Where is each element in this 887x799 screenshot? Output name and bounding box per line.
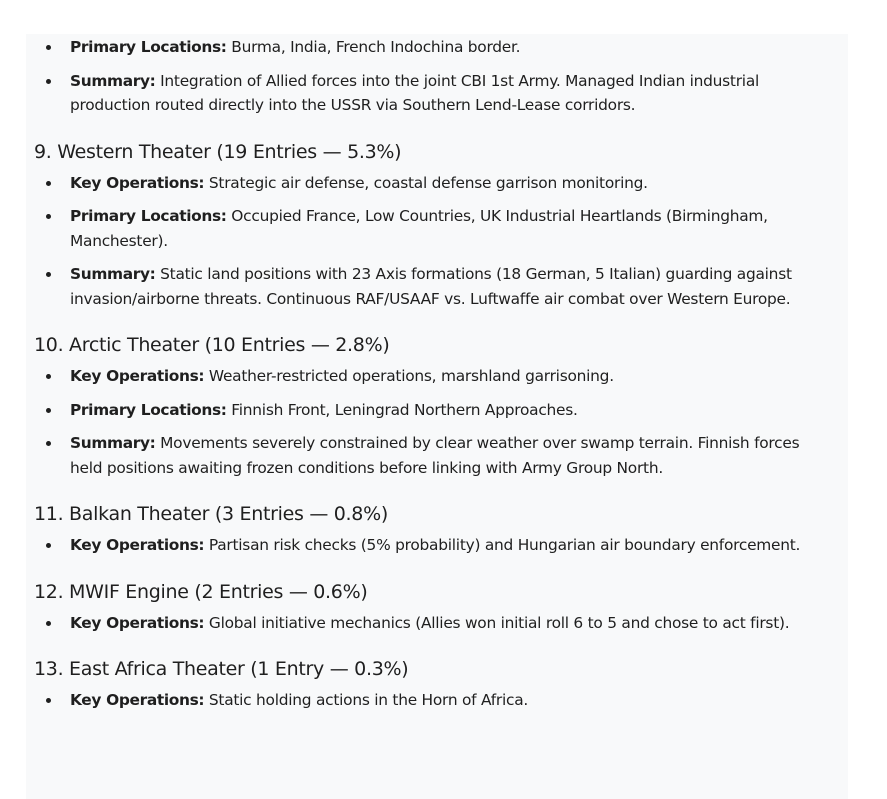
item-label: Summary: xyxy=(70,71,156,90)
section-list xyxy=(34,533,824,558)
response-panel xyxy=(26,34,848,799)
section-list xyxy=(34,171,824,312)
list-item xyxy=(70,171,824,196)
section-heading: 13. East Africa Theater (1 Entry — 0.3%) xyxy=(34,658,409,680)
list-item xyxy=(70,688,824,713)
item-text: Global initiative mechanics (Allies won initial roll 6 to 5 and chose to act first). xyxy=(208,613,790,632)
item-text: Strategic air defense, coastal defense garrison monitoring. xyxy=(208,173,648,192)
list-item xyxy=(70,69,824,118)
intro-list xyxy=(34,35,824,118)
item-text: Finnish Front, Leningrad Northern Approaches. xyxy=(231,400,578,419)
list-item xyxy=(70,262,824,311)
list-item xyxy=(70,364,824,389)
item-text: Movements severely constrained by clear weather over swamp terrain. Finnish forces held positions awaiting frozen conditions before linking with Army Group North. xyxy=(70,434,800,477)
list-item xyxy=(70,533,824,558)
section-list xyxy=(34,611,824,636)
item-text: Burma, India, French Indochina border. xyxy=(231,38,521,56)
list-item xyxy=(70,398,824,423)
list-item xyxy=(70,204,824,253)
item-text: Weather-restricted operations, marshland garrisoning. xyxy=(208,367,614,385)
section-list xyxy=(34,364,824,480)
item-text: Partisan risk checks (5% probability) and Hungarian air boundary enforcement. xyxy=(208,536,801,554)
section-heading: 12. MWIF Engine (2 Entries — 0.6%) xyxy=(34,580,368,603)
section-heading: 9. Western Theater (19 Entries — 5.3%) xyxy=(34,140,402,163)
item-label: Key Operations: xyxy=(70,536,205,554)
item-label: Key Operations: xyxy=(70,691,205,709)
section-heading: 10. Arctic Theater (10 Entries — 2.8%) xyxy=(34,334,390,356)
item-label: Key Operations: xyxy=(70,173,205,192)
item-text: Integration of Allied forces into the joint CBI 1st Army. Managed Indian industrial production routed directly into the USSR via Southern Lend-Lease corridors. xyxy=(70,71,760,114)
item-label: Key Operations: xyxy=(70,367,205,385)
list-item xyxy=(70,35,824,60)
item-text: Static land positions with 23 Axis formations (18 German, 5 Italian) guarding against invasion/airborne threats. Continuous RAF/USAAF vs. Luftwaffe air combat over Western Europe. xyxy=(70,265,792,308)
item-label: Summary: xyxy=(70,434,156,452)
section-heading: 11. Balkan Theater (3 Entries — 0.8%) xyxy=(34,503,388,525)
section-list xyxy=(34,688,824,713)
item-label: Key Operations: xyxy=(70,613,205,632)
document-content xyxy=(34,34,824,713)
item-label: Summary: xyxy=(70,265,156,283)
item-text: Occupied France, Low Countries, UK Industrial Heartlands (Birmingham, Manchester). xyxy=(70,207,768,250)
list-item xyxy=(70,431,824,480)
item-text: Static holding actions in the Horn of Africa. xyxy=(208,691,529,709)
item-label: Primary Locations: xyxy=(70,400,227,419)
item-label: Primary Locations: xyxy=(70,38,227,56)
item-label: Primary Locations: xyxy=(70,207,227,225)
list-item xyxy=(70,611,824,636)
